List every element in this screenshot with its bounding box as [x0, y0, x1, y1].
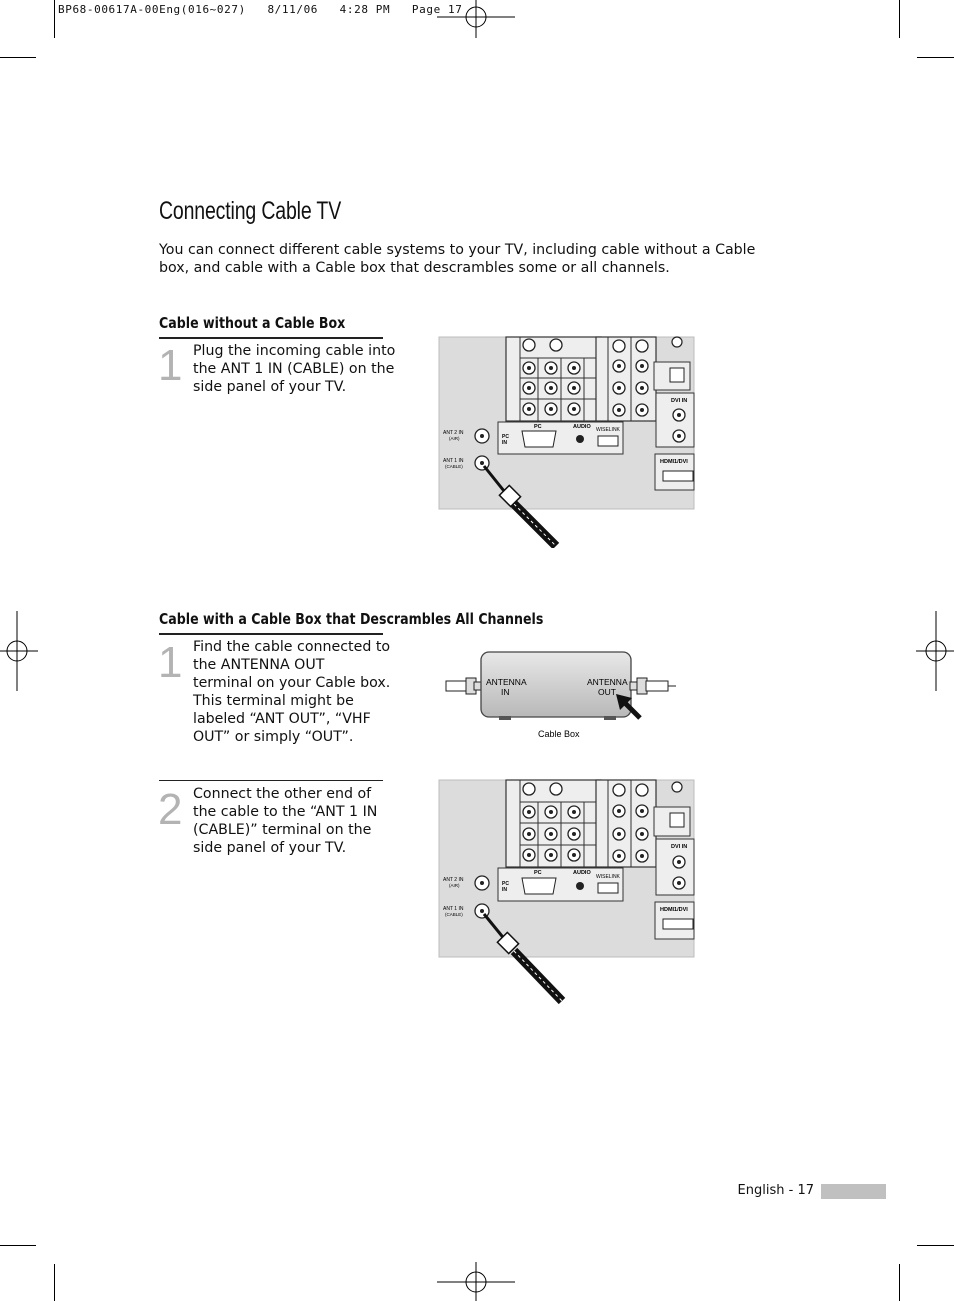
svg-text:DVI IN: DVI IN [671, 844, 688, 850]
section1-step1-text: Plug the incoming cable into the ANT 1 IN (CABLE) on the side panel of your TV. [193, 343, 396, 395]
section2-step2-text: Connect the other end of the cable to the “ANT 1 IN (CABLE)” terminal on the side panel of your TV. [193, 786, 378, 856]
page-title: Connecting Cable TV [159, 197, 342, 225]
svg-text:IN: IN [502, 440, 507, 446]
svg-text:(CABLE): (CABLE) [445, 912, 463, 917]
tv-side-panel-diagram-1 [438, 336, 696, 548]
svg-text:ANT 1 IN: ANT 1 IN [443, 458, 464, 464]
svg-text:DVI IN: DVI IN [671, 398, 688, 404]
tv-side-panel-diagram-2 [438, 779, 696, 1005]
svg-text:WISELINK: WISELINK [596, 874, 620, 880]
tv-side-panel [439, 337, 694, 546]
section2-step1-text: Find the cable connected to the ANTENNA OUT terminal on your Cable box. This terminal might be labeled “ANT OUT”, “VHF OUT” or simply “OUT”. [193, 639, 391, 745]
svg-text:PC: PC [502, 881, 509, 887]
svg-text:ANT 2 IN: ANT 2 IN [443, 430, 464, 436]
section2-heading: Cable with a Cable Box that Descrambles All Channels [159, 610, 544, 628]
print-header: BP68-00617A-00Eng(016~027) 8/11/06 4:28 PM Page 17 [58, 3, 463, 16]
registration-mark-right [916, 611, 954, 691]
svg-text:HDMI1/DVI: HDMI1/DVI [660, 459, 688, 465]
svg-text:(CABLE): (CABLE) [445, 464, 463, 469]
section2-step2-rule [159, 780, 383, 781]
section1-step1-number: 1 [158, 341, 183, 390]
svg-text:ANT 1 IN: ANT 1 IN [443, 906, 464, 912]
registration-mark-left [0, 611, 38, 691]
svg-text:PC: PC [502, 434, 509, 440]
svg-text:OUT: OUT [598, 687, 616, 697]
svg-text:PC: PC [534, 870, 542, 876]
svg-text:Cable Box: Cable Box [538, 729, 580, 739]
svg-text:AUDIO: AUDIO [573, 424, 591, 430]
svg-text:ANTENNA: ANTENNA [587, 677, 628, 687]
registration-mark-top [437, 0, 517, 40]
svg-text:ANTENNA: ANTENNA [486, 677, 527, 687]
page-footer: English - 17 [737, 1183, 814, 1198]
svg-text:(AIR): (AIR) [449, 436, 460, 441]
svg-text:HDMI1/DVI: HDMI1/DVI [660, 907, 688, 913]
section2-rule [159, 633, 383, 635]
section1-heading: Cable without a Cable Box [159, 314, 346, 332]
svg-text:WISELINK: WISELINK [596, 427, 620, 433]
section1-rule [159, 337, 383, 339]
svg-text:IN: IN [502, 887, 507, 893]
svg-text:PC: PC [534, 424, 542, 430]
svg-text:AUDIO: AUDIO [573, 870, 591, 876]
intro-paragraph: You can connect different cable systems to your TV, including cable without a Cable box, and cable with a Cable box that descrambles some or all channels. [159, 242, 756, 276]
footer-bar [821, 1184, 886, 1199]
svg-text:ANT 2 IN: ANT 2 IN [443, 877, 464, 883]
svg-text:(AIR): (AIR) [449, 883, 460, 888]
registration-mark-bottom [437, 1262, 517, 1301]
section2-step2-number: 2 [158, 785, 183, 834]
section2-step1-number: 1 [158, 638, 183, 687]
tv-side-panel [439, 780, 694, 1001]
cable-box-diagram [444, 650, 680, 742]
svg-text:IN: IN [501, 687, 510, 697]
